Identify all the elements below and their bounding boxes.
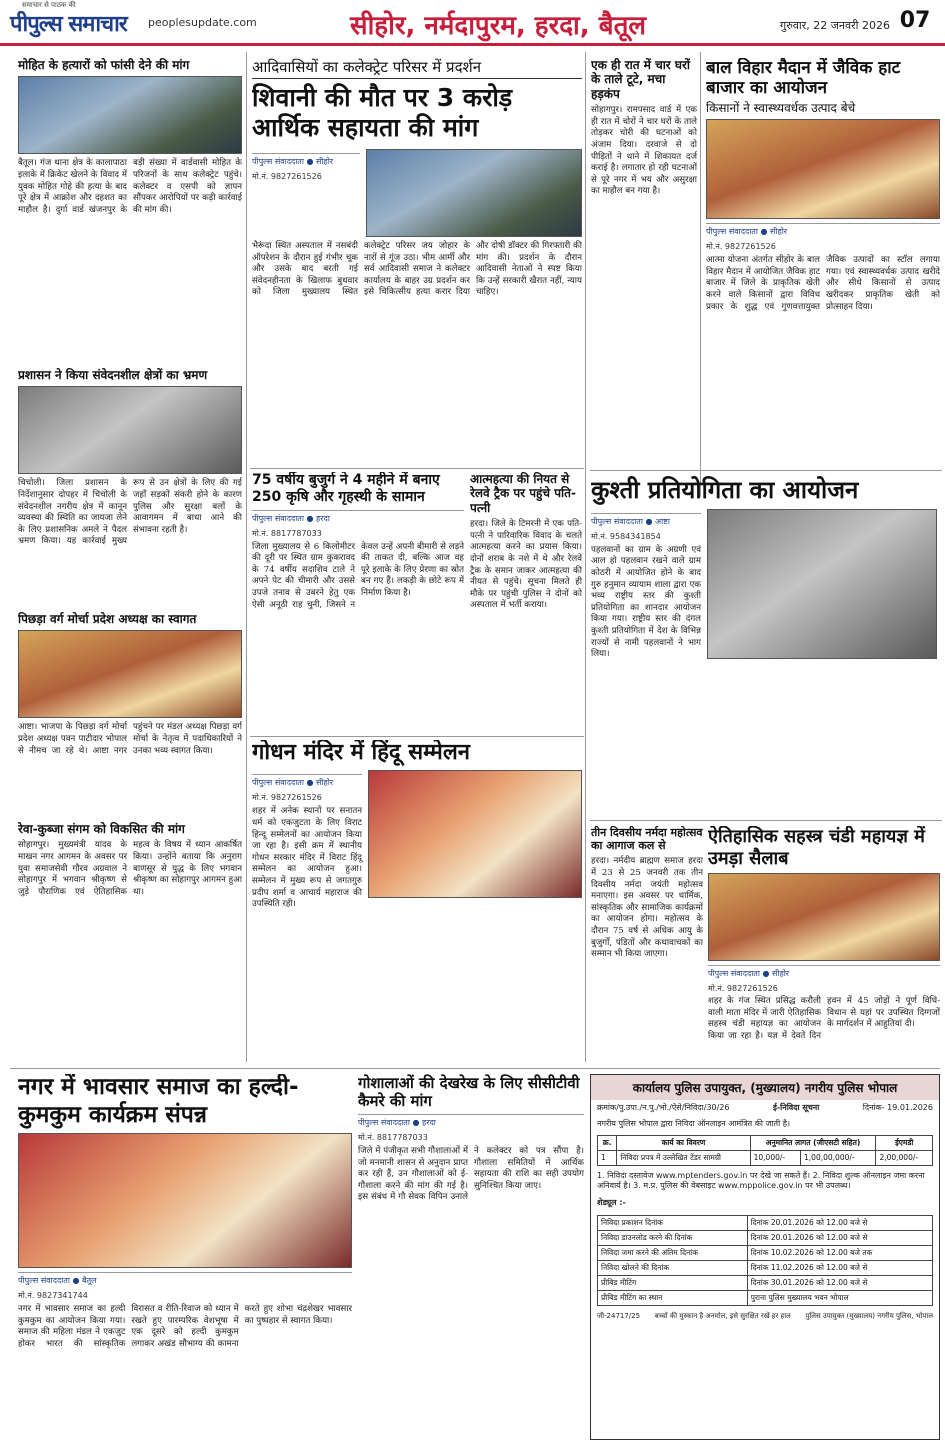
story-reva-kubja [18,822,242,1062]
byline: पीपुल्स संवाददाता ● हरदा [358,1114,584,1128]
table-cell: दिनांक 11.02.2026 को 12.00 बजे से [747,1260,932,1275]
headline: प्रशासन ने किया संवेदनशील क्षेत्रों का भ्रमण [18,368,208,382]
article-body: शहर के गंज स्थित प्रसिद्ध करौली वाली माता मंदिर में जारी ऐतिहासिक सहस्त्र चंडी महायज्ञ का आयोजन किया जा रहा है। यज्ञ में देवते दिन हवन में 45 जोड़ों ने पूर्ण विधि-विधान से यहां पर उपस्थित दिग्गजों के मार्गदर्शन में आहुतियां दी। [708,996,940,1041]
tender-table [597,1135,933,1166]
reporter-phone: मो.नं. 8817787033 [358,1133,428,1142]
table-cell: 1 [598,1150,617,1165]
headline: बाल विहार मैदान में जैविक हाट बाजार का आयोजन [706,58,901,99]
column-rule [585,52,586,1062]
reporter-phone: मो.नं. 9827261526 [706,242,776,252]
article-body: शहर में अनेक स्थानों पर सनातन धर्म को एकजुटता के लिए विराट हिन्दू सम्मेलनों का आयोजन किया जा रहा है। इसी क्रम में स्थानीय गोधन सरकार मंदिर में विराट हिंदू सम्मेलन का आयोजन हुआ। सम्मेलन में मुख्य रूप से जगतगुरु प्रदीप शर्मा व आचार्य महाराज की उपस्थिति रही। [252,806,362,910]
notice-title: कार्यालय पुलिस उपायुक्त, (मुख्यालय) नगरीय पुलिस भोपाल [591,1075,939,1100]
article-body: सोहागपुर। मुख्यमंत्री यादव के माखन नगर आगमन के अवसर पर युवा समाजसेवी गौरव अग्रवाल ने सोहागपुर में भगवान श्रीकृष्ण से जुड़े पौराणिक एवं ऐतिहासिक महत्व के विषय में ध्यान आकर्षित किया। उन्होंने बताया कि अनुराग बाणसूर से युद्ध के लिए भगवान श्रीकृष्ण का सोहागपुर आगमन हुआ था। [18,840,242,897]
article-body: चिचोली। जिला प्रशासन के निर्देशानुसार दोपहर में चिचोली के संवेदनशील नगरीय क्षेत्र में कानून व्यवस्था की स्थिति का जायजा लेने के लिए प्रशासनिक अमले ने पैदल भ्रमण किया। यह कार्रवाई मुख्य रूप से उन क्षेत्रों के लिए की गई जहाँ सड़कों संकरी होने के कारण पुलिस और सुरक्षा बलों के आवागमन में बाधा आने की संभावना रहती है। [18,478,242,547]
reporter-phone: मो.नं. 9584341854 [591,531,661,541]
article-body: भैरूंदा स्थित अस्पताल में नसबंदी ऑपरेशन के दौरान हुई गंभीर चूक और उसके बाद बरती गई संवेदनहीनता के खिलाफ बुधवार को जिला मुख्यालय स्थित कलेक्ट्रेट परिसर जय जोहार के नारों से गूंज उठा। भीम आर्मी और सर्व आदिवासी समाज ने कलेक्टर कार्यालय के बाहर उग्र प्रदर्शन कर इसे चिकित्सीय हत्या करार दिया और दोषी डॉक्टर की गिरफ्तारी की मांग की। प्रदर्शन के दौरान आदिवासी नेताओं ने स्पष्ट किया कि उन्हें सरकारी खैरात नहीं, न्याय चाहिए। [252,241,582,298]
table-row [598,1245,933,1260]
notice-slogan: बच्चों की मुस्कान है अनमोल, इसे सुरक्षित रखें हर हाल [654,1311,791,1320]
table-cell: 1,00,00,000/- [801,1150,876,1165]
headline: रेवा-कुब्जा संगम को विकसित की मांग [18,822,185,836]
story-wrestling [591,476,940,816]
article-body: हरदा। नर्मदीय ब्राह्मण समाज हरदा में 23 से 25 जनवरी तक तीन दिवसीय नर्मदा जयंती महोत्सव मनाएगा। इस अवसर पर धार्मिक, सांस्कृतिक और सामाजिक कार्यक्रमों का आयोजन होगा। महोत्सव के दौरान 75 वर्ष से अधिक आयु के बुजुर्गों, पंडितों और कथावाचकों का सम्मान भी किया जाएगा। [591,856,703,960]
section-rule [250,468,584,469]
byline: पीपुल्स संवाददाता ● सीहोर [706,223,940,237]
table-cell: प्रीबिड मीटिंग [598,1275,748,1290]
col-header: अनुमानित लागत (जीएसटी सहित) [750,1135,876,1150]
headline: मोहित के हत्यारों को फांसी देने की मांग [18,58,190,72]
byline: पीपुल्स संवाददाता ● बैतूल [18,1272,352,1286]
article-body: जिले में पंजीकृत सभी गौशालाओं में जो मनमानी शासन से अनुदान प्राप्त कर रही हैं, उन गौशालाओं को ई-गौशाला करने की मांग की गई है। इस संबंध में गौ सेवक विपिन उनाले ने कलेक्टर को पत्र सौंपा है। गौशाला समितियों में आर्थिक सहायता की राशि का सही उपयोग सुनिश्चित किया जाए। [358,1146,584,1203]
story-narmada-festival [591,826,703,1066]
schedule-table [597,1215,933,1306]
byline: पीपुल्स संवाददाता ● सीहोर [708,965,940,979]
table-cell: दिनांक 30.01.2026 को 12.00 बजे से [747,1275,932,1290]
table-cell: दिनांक 20.01.2026 को 12.00 बजे से [747,1230,932,1245]
table-cell: निविदा प्रपत्र में उल्लेखित टेंडर सामग्री [617,1150,750,1165]
headline: ऐतिहासिक सहस्त्र चंडी महायज्ञ में उमड़ा सैलाब [708,826,925,869]
column-rule [700,52,701,497]
table-cell: 2,00,000/- [876,1150,933,1165]
reporter-phone: मो.नं. 9827261526 [708,984,778,994]
col-header: कार्य का विवरण [617,1135,750,1150]
notice-intro: नगरीय पुलिस भोपाल द्वारा निविदा ऑनलाइन आमंत्रित की जाती है। [597,1119,790,1129]
reporter-phone: मो.नं. 8817787033 [252,528,322,538]
photo-protest-collectorate [366,149,582,237]
notice-code: जी-24717/25 [597,1311,641,1320]
story-mohit [18,58,242,363]
table-row [598,1260,933,1275]
photo-market [706,119,940,219]
story-hindu-sammelan [252,740,582,920]
photo-officials [18,386,242,474]
section-rule [10,1068,940,1069]
headline: तीन दिवसीय नर्मदा महोत्सव का आगाज कल से [591,826,703,853]
website-url[interactable]: peoplesupdate.com [148,16,257,29]
headline: नगर में भावसार समाज का हल्दी-कुमकुम कार्यक्रम संपन्न [18,1074,299,1128]
headline: एक ही रात में चार घरों के ताले टूटे, मचा हड़कंप [591,58,690,101]
tender-notice [590,1074,940,1440]
col-header: ईएमडी [876,1135,933,1150]
headline: आत्महत्या की नियत से रेलवे ट्रैक पर पहुंचे पति-पत्नी [470,472,576,515]
masthead [0,0,945,46]
section-rule [590,470,942,471]
section-rule [250,736,584,737]
story-shivani [252,58,582,466]
byline: पीपुल्स संवाददाता ● आष्टा [591,513,701,527]
byline: पीपुल्स संवाददाता ● सीहोर [252,774,362,788]
photo-welcome [18,630,242,718]
schedule-label: शेड्यूल :- [597,1197,626,1207]
article-body: हरदा। जिले के टिमरनी में एक पति-पत्नी ने पारिवारिक विवाद के चलते आत्महत्या करने का प्रयास किया। दोनों शराब के नशे में थे और रेलवे ट्रैक के समान जाकर आत्महत्या की नीयत से पहुंचे। सूचना मिलते ही मौके पर पहुंची पुलिस ने दोनों को अस्पताल में भर्ती कराया। [470,519,582,611]
headline: गोधन मंदिर में हिंदू सम्मेलन [252,740,470,765]
issue-date: गुरुवार, 22 जनवरी 2026 [780,19,890,32]
photo-women-group [18,1133,352,1268]
logo-tagline: समाचार से पाठक की [22,1,76,9]
edition-cities: सीहोर, नर्मदापुरम, हरदा, बैतूल [350,11,647,41]
notice-ref: क्रमांक/पु.उपा./न.पु./भो./ऐसे/निविदा/30/26 [597,1103,730,1112]
byline: पीपुल्स संवाददाता ● सीहोर [252,153,360,167]
story-obc-welcome [18,612,242,817]
article-body: पहलवानों का ग्राम के अग्रणी एवं आल हो पहलवान रखने वाले ग्राम कोठरी में आयोजित होने के बाद गुरु हनुमान व्यायाम शाला द्वारा एक भव्य राष्ट्रीय स्तर की कुश्ती प्रतियोगिता का शानदार आयोजन किया गया। राष्ट्रीय स्तर की दंगल कुश्ती प्रतियोगिता में देश के विभिन्न राज्यों से नामी पहलवानों ने भाग लिया। [591,544,701,660]
headline: गोशालाओं की देखरेख के लिए सीसीटीवी कैमरे की मांग [358,1074,580,1110]
column-rule [246,52,247,1062]
story-goshala-cctv [358,1074,584,1440]
story-railway-couple [470,472,582,734]
reporter-phone: मो.नं. 9827261526 [252,793,322,803]
table-cell: दिनांक 20.01.2026 को 12.00 बजे से [747,1215,932,1230]
photo-yagya [708,873,940,961]
photo-wrestlers [707,509,937,659]
table-cell: दिनांक 10.02.2026 को 12.00 बजे तक [747,1245,932,1260]
table-cell: निविदा डाउनलोड करने की दिनांक [598,1230,748,1245]
col-header: क्र. [598,1135,617,1150]
section-rule [590,820,942,821]
table-row [598,1275,933,1290]
table-cell: प्रीबिड मीटिंग का स्थान [598,1290,748,1305]
notice-date: दिनांक- 19.01.2026 [862,1103,933,1112]
table-row [598,1290,933,1305]
article-body: नगर में भावसार समाज का हल्दी कुमकुम का आयोजन किया गया। समाज की महिला मंडल ने एकजुट होकर भारत की सांस्कृतिक विरासत व रीति-रिवाज को ध्यान में रखते हुए पारम्परिक वेशभूषा में एक दूसरे को हल्दी कुमकुम लगाकर अखंड सौभाग्य की कामना करते हुए शोभा चंद्रशेखर भावसार का पुष्पहार से स्वागत किया। [18,1304,352,1349]
headline: कुश्ती प्रतियोगिता का आयोजन [591,476,859,504]
page-number: 07 [899,8,931,33]
table-cell: निविदा खोलने की दिनांक [598,1260,748,1275]
article-body: आत्मा योजना अंतर्गत सीहोर के बाल विहार मैदान में आयोजित जैविक हाट बाजार में जिले के प्राकृतिक खेती करने वाले किसानों द्वारा विविध प्रकार के शुद्ध एवं गुणवत्तायुक्त जैविक उत्पादों का स्टॉल लगाया गया। एवं स्वास्थ्यवर्धक उत्पाद खरीदे और सीधे किसानों से उत्पाद खरीदकर प्राकृतिक खेती को प्रोत्साहन दिया। [706,255,940,312]
table-row [598,1230,933,1245]
byline: पीपुल्स संवाददाता ● हरदा [252,510,464,524]
article-body: आष्टा। भाजपा के पिछड़ा वर्ग मोर्चा प्रदेश अध्यक्ष पवन पाटीदार भोपाल से नीमच जा रहे थे। आष्टा नगर पहुंचने पर मंडल अध्यक्ष पिछड़ा वर्ग मोर्चा के नेतृत्व में पदाधिकारियों ने उनका भव्य स्वागत किया। [18,722,242,756]
photo-sammelan [368,770,582,898]
table-cell: पुराना पुलिस मुख्यालय भवन भोपाल [747,1290,932,1305]
article-body: सोहागपुर। रामपसाद वार्ड में एक ही रात में चोरों ने चार घरों के ताले तोड़कर चोरी की घटनाओं को अंजाम दिया। दरवाजे से दो पीड़ितों ने थाने में शिकायत दर्ज कराई है। लगातार हो रही घटनाओं से पूरे नगर में भय और असुरक्षा का माहौल बन गया है। [591,105,697,197]
story-admin-tour [18,368,242,608]
table-cell: निविदा प्रकाशन दिनांक [598,1215,748,1230]
headline: पिछड़ा वर्ग मोर्चा प्रदेश अध्यक्ष का स्वागत [18,612,197,626]
story-chandi-yagya [708,826,940,1066]
table-row [598,1215,933,1230]
newspaper-logo: पीपुल्स समाचार [10,12,127,37]
notice-notes: 1. निविदा दस्तावेज www.mptenders.gov.in पर देखे जा सकते हैं। 2. निविदा शुल्क ऑनलाइन जमा करना अनिवार्य है। 3. म.प्र. पुलिस की वेबसाइट www.mppolice.gov.in पर भी उपलब्ध। [597,1170,925,1191]
story-bhavsar [18,1074,352,1440]
story-organic-market [706,58,940,468]
kicker: आदिवासियों का कलेक्ट्रेट परिसर में प्रदर्शन [252,58,582,79]
notice-heading: ई-निविदा सूचना [772,1103,820,1112]
table-cell: निविदा जमा करने की अंतिम दिनांक [598,1245,748,1260]
story-elderly-craftsman [252,472,464,734]
notice-signatory: पुलिस उपायुक्त (मुख्यालय) नगरीय पुलिस, भोपाल [805,1311,933,1320]
subheadline: किसानों ने स्वास्थ्यवर्धक उत्पाद बेचे [706,100,856,115]
photo-protest [18,76,242,154]
reporter-phone: मो.नं. 9827341744 [18,1291,88,1301]
table-cell: 10,000/- [750,1150,800,1165]
story-burglary [591,58,697,468]
article-body: बैतूल। गंज थाना क्षेत्र के कालापाठा इलाके में क्रिकेट खेलने के विवाद में युवक मोहित गोहे की हत्या के बाद पूरे क्षेत्र में आक्रोश और दहशत का माहौल है। दुर्गा वार्ड खंजनपुर के बड़ी संख्या में वार्डवासी मोहित के परिजनों के साथ कलेक्ट्रेट पहुंचे। कलेक्टर व एसपी को ज्ञापन सौंपकर आरोपियों पर कड़ी कार्रवाई की मांग की। [18,158,242,215]
reporter-phone: मो.नं. 9827261526 [252,172,322,181]
article-body: जिला मुख्यालय से 6 किलोमीटर की दूरी पर स्थित ग्राम कुकरावद के 74 वर्षीय सदाशिव टाले ने अपने पेट की चीमारी और उससे उपजे तनाव से उबरने हेतु एक ऐसी अनूठी राह चुनी, जिसने न केवल उन्हें अपनी बीमारी से लड़ने की ताकत दी, बल्कि आज वह पूरे इलाके के लिए प्रेरणा का स्रोत बन गए हैं। लकड़ी के छोटे रूप में निर्माण किया है। [252,541,464,610]
headline: 75 वर्षीय बुजुर्ग ने 4 महीने में बनाए 250 कृषि और गृहस्थी के सामान [252,472,440,505]
headline: शिवानी की मौत पर 3 करोड़ आर्थिक सहायता की मांग [252,83,513,142]
